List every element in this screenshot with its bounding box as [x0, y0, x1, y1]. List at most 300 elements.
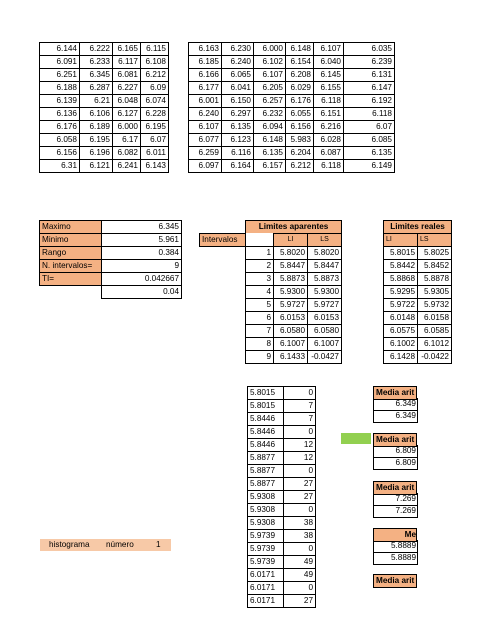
hist-x: 5.9739: [248, 556, 284, 569]
data-cell: 6.147: [344, 82, 395, 95]
real-ls: 6.0158: [418, 312, 452, 325]
gap-cell: [169, 121, 189, 134]
stat-label: Maximo: [40, 221, 102, 234]
interval-number: 3: [246, 273, 274, 286]
data-cell: 6.227: [113, 82, 141, 95]
media-title: Media arit: [373, 574, 417, 588]
data-row: [40, 134, 395, 147]
blank-cell: [376, 299, 384, 312]
media-title: Media arit: [373, 386, 417, 400]
data-cell: 6.121: [80, 160, 113, 173]
data-cell: 6.241: [113, 160, 141, 173]
hist-x: 5.8877: [248, 465, 284, 478]
data-cell: 6.108: [141, 56, 169, 69]
data-cell: 6.216: [314, 121, 344, 134]
data-cell: 6.148: [286, 43, 314, 56]
real-ls: 6.1012: [418, 338, 452, 351]
media-value: 7.269: [373, 493, 418, 506]
hist-row: [248, 582, 316, 595]
blank-cell: [200, 312, 246, 325]
apparent-ls: 5.8873: [308, 273, 342, 286]
hist-row: [248, 478, 316, 491]
blank-cell: [376, 312, 384, 325]
data-cell: 6.145: [314, 69, 344, 82]
data-cell: 6.259: [189, 147, 222, 160]
blank-cell: [342, 221, 376, 234]
limits-panel: [199, 208, 452, 364]
blank-cell: [200, 208, 246, 221]
hist-row: [248, 556, 316, 569]
media-title: Media arit: [373, 433, 417, 447]
apparent-ls: 6.0580: [308, 325, 342, 338]
blank-cell: [342, 260, 376, 273]
real-ls-header: LS: [418, 234, 452, 247]
blank-cell: [200, 273, 246, 286]
data-cell: 6.240: [189, 108, 222, 121]
data-cell: 6.166: [189, 69, 222, 82]
blank-cell: [342, 325, 376, 338]
hist-row: [248, 387, 316, 400]
apparent-li: 5.9727: [274, 299, 308, 312]
hist-row: [248, 569, 316, 582]
hist-y: 49: [284, 556, 316, 569]
blank-cell: [342, 312, 376, 325]
data-row: [40, 147, 395, 160]
histogram-table: [247, 386, 316, 608]
data-cell: 6.257: [254, 95, 286, 108]
blank-cell: [376, 273, 384, 286]
data-cell: 6.150: [222, 95, 254, 108]
data-cell: 6.118: [314, 160, 344, 173]
apparent-ls: 5.9727: [308, 299, 342, 312]
data-cell: 6.102: [254, 56, 286, 69]
data-cell: 6.176: [40, 121, 80, 134]
data-row: [40, 43, 395, 56]
real-li-header: LI: [384, 234, 418, 247]
apparent-ls: 5.8020: [308, 247, 342, 260]
stat-value: 5.961: [102, 234, 182, 247]
interval-number: 4: [246, 286, 274, 299]
data-cell: 6.240: [222, 56, 254, 69]
hist-row: [248, 452, 316, 465]
numero-label: número: [106, 540, 134, 549]
data-cell: 6.176: [286, 95, 314, 108]
limits-row: [200, 351, 452, 364]
data-cell: 6.297: [222, 108, 254, 121]
blank-cell: [342, 351, 376, 364]
real-ls: -0.0422: [418, 351, 452, 364]
data-cell: 6.21: [80, 95, 113, 108]
intervals-header: Intervalos: [200, 234, 246, 247]
stat-label: Rango: [40, 247, 102, 260]
apparent-limits-title: Limites aparentes: [246, 221, 342, 234]
blank-cell: [342, 273, 376, 286]
hist-row: [248, 595, 316, 608]
hist-y: 27: [284, 595, 316, 608]
interval-number: 8: [246, 338, 274, 351]
data-cell: 6.205: [254, 82, 286, 95]
hist-y: 7: [284, 413, 316, 426]
data-cell: 6.041: [222, 82, 254, 95]
media-value: 7.269: [373, 505, 418, 518]
hist-y: 0: [284, 543, 316, 556]
apparent-ls: 5.8447: [308, 260, 342, 273]
real-li: 6.1002: [384, 338, 418, 351]
data-cell: 6.135: [344, 147, 395, 160]
data-cell: 6.154: [286, 56, 314, 69]
media-title: Media arit: [373, 481, 417, 495]
data-cell: 6.155: [314, 82, 344, 95]
data-cell: 6.074: [141, 95, 169, 108]
interval-number: 1: [246, 247, 274, 260]
blank-cell: [308, 208, 342, 221]
blank-cell: [342, 286, 376, 299]
blank-cell: [200, 299, 246, 312]
data-cell: 6.077: [189, 134, 222, 147]
limits-row: [200, 273, 452, 286]
data-cell: 6.148: [254, 134, 286, 147]
real-ls: 5.8452: [418, 260, 452, 273]
real-li: 6.1428: [384, 351, 418, 364]
data-row: [40, 160, 395, 173]
data-cell: 6.151: [314, 108, 344, 121]
apparent-li: 5.8873: [274, 273, 308, 286]
data-row: [40, 95, 395, 108]
data-cell: 6.165: [113, 43, 141, 56]
limits-title-row: [200, 221, 452, 234]
data-cell: 6.188: [40, 82, 80, 95]
gap-cell: [169, 56, 189, 69]
data-cell: 6.081: [113, 69, 141, 82]
data-cell: 6.000: [113, 121, 141, 134]
real-limits-title: Limites reales: [384, 221, 452, 234]
data-cell: 6.07: [344, 121, 395, 134]
apparent-li: 5.8447: [274, 260, 308, 273]
hist-row: [248, 491, 316, 504]
hist-row: [248, 517, 316, 530]
blank-cell: [376, 221, 384, 234]
limits-header-row: [200, 234, 452, 247]
limits-row: [200, 325, 452, 338]
histogram-data: [247, 386, 316, 608]
blank-cell: [418, 208, 452, 221]
data-cell: 6.040: [314, 56, 344, 69]
numero-value: 1: [156, 540, 161, 549]
data-cell: 6.117: [113, 56, 141, 69]
data-cell: 6.082: [113, 147, 141, 160]
hist-row: [248, 465, 316, 478]
blank-cell: [376, 234, 384, 247]
real-li: 5.9295: [384, 286, 418, 299]
apparent-li: 6.0580: [274, 325, 308, 338]
limits-row: [200, 338, 452, 351]
gap-cell: [169, 43, 189, 56]
blank-cell: [200, 351, 246, 364]
real-li: 5.8015: [384, 247, 418, 260]
real-ls: 5.8878: [418, 273, 452, 286]
real-ls: 5.8025: [418, 247, 452, 260]
data-cell: 6.058: [40, 134, 80, 147]
stats-panel: [39, 220, 182, 299]
limits-row: [200, 247, 452, 260]
real-li: 6.0575: [384, 325, 418, 338]
interval-number: 6: [246, 312, 274, 325]
stat-value: 6.345: [102, 221, 182, 234]
data-cell: 6.116: [222, 147, 254, 160]
data-cell: 6.177: [189, 82, 222, 95]
data-cell: 6.204: [286, 147, 314, 160]
data-cell: 6.07: [141, 134, 169, 147]
media-value: 5.8889: [373, 540, 418, 553]
data-cell: 6.232: [254, 108, 286, 121]
hist-x: 6.0171: [248, 582, 284, 595]
data-cell: 6.228: [141, 108, 169, 121]
ls-header: LS: [308, 234, 342, 247]
hist-y: 7: [284, 400, 316, 413]
media-title: Me: [373, 528, 417, 542]
stat-label: TI=: [40, 273, 102, 286]
data-cell: 6.107: [189, 121, 222, 134]
hist-x: 5.8877: [248, 478, 284, 491]
hist-x: 5.9308: [248, 517, 284, 530]
blank-cell: [200, 260, 246, 273]
hist-row: [248, 530, 316, 543]
hist-y: 27: [284, 478, 316, 491]
gap-cell: [169, 69, 189, 82]
data-cell: 6.131: [344, 69, 395, 82]
hist-x: 5.9739: [248, 543, 284, 556]
limits-row: [200, 260, 452, 273]
data-cell: 6.156: [286, 121, 314, 134]
data-cell: 6.239: [344, 56, 395, 69]
hist-y: 12: [284, 452, 316, 465]
data-cell: 6.208: [286, 69, 314, 82]
data-cell: 6.195: [141, 121, 169, 134]
hist-row: [248, 543, 316, 556]
stat-row: [40, 234, 182, 247]
limits-spacer-row: [200, 208, 452, 221]
data-cell: 6.185: [189, 56, 222, 69]
blank-cell: [342, 234, 376, 247]
blank-cell: [376, 260, 384, 273]
gap-cell: [169, 95, 189, 108]
stat-row: [40, 286, 182, 299]
data-cell: 6.065: [222, 69, 254, 82]
blank-cell: [376, 247, 384, 260]
data-cell: 6.157: [254, 160, 286, 173]
apparent-li: 5.8020: [274, 247, 308, 260]
data-cell: 6.107: [254, 69, 286, 82]
data-cell: 6.212: [141, 69, 169, 82]
media-value: 6.809: [373, 445, 418, 458]
limits-table: [199, 208, 452, 364]
apparent-ls: 6.0153: [308, 312, 342, 325]
blank-cell: [342, 208, 376, 221]
data-cell: 6.107: [314, 43, 344, 56]
blank-cell: [376, 208, 384, 221]
data-cell: 6.135: [222, 121, 254, 134]
blank-cell: [342, 247, 376, 260]
data-cell: 6.097: [189, 160, 222, 173]
media-value: 6.809: [373, 457, 418, 470]
stat-value: 0.042667: [102, 273, 182, 286]
real-ls: 5.9305: [418, 286, 452, 299]
blank-cell: [342, 299, 376, 312]
data-cell: 6.035: [344, 43, 395, 56]
hist-x: 6.0171: [248, 595, 284, 608]
data-cell: 6.011: [141, 147, 169, 160]
hist-y: 0: [284, 387, 316, 400]
blank-cell: [246, 208, 274, 221]
data-cell: 6.192: [344, 95, 395, 108]
blank-cell: [342, 338, 376, 351]
interval-number: 2: [246, 260, 274, 273]
data-cell: 6.17: [113, 134, 141, 147]
blank-cell: [200, 247, 246, 260]
hist-x: 5.9308: [248, 504, 284, 517]
data-cell: 6.106: [80, 108, 113, 121]
data-cell: 6.118: [344, 108, 395, 121]
limits-row: [200, 299, 452, 312]
blank-cell: [376, 286, 384, 299]
hist-row: [248, 504, 316, 517]
hist-row: [248, 413, 316, 426]
histogram-bar: [40, 539, 171, 551]
real-li: 6.0148: [384, 312, 418, 325]
stat-value: 9: [102, 260, 182, 273]
stat-row: [40, 260, 182, 273]
data-cell: 6.028: [314, 134, 344, 147]
data-cell: 6.251: [40, 69, 80, 82]
data-cell: 6.048: [113, 95, 141, 108]
hist-x: 5.8446: [248, 439, 284, 452]
hist-y: 0: [284, 465, 316, 478]
data-row: [40, 69, 395, 82]
data-cell: 6.091: [40, 56, 80, 69]
histograma-label: histograma: [49, 540, 90, 549]
data-cell: 6.115: [141, 43, 169, 56]
data-cell: 6.135: [254, 147, 286, 160]
top-data-grid: [39, 42, 395, 173]
gap-cell: [169, 82, 189, 95]
data-cell: 6.087: [314, 147, 344, 160]
stats-table: [39, 220, 182, 299]
hist-x: 5.8446: [248, 426, 284, 439]
blank-cell: [200, 286, 246, 299]
blank-cell: [376, 351, 384, 364]
data-cell: 6.001: [189, 95, 222, 108]
real-li: 5.9722: [384, 299, 418, 312]
hist-x: 5.8015: [248, 387, 284, 400]
data-cell: 6.118: [314, 95, 344, 108]
data-cell: 6.143: [141, 160, 169, 173]
blank-cell: [376, 338, 384, 351]
hist-y: 0: [284, 582, 316, 595]
gap-cell: [169, 134, 189, 147]
data-cell: 6.000: [254, 43, 286, 56]
data-cell: 6.164: [222, 160, 254, 173]
interval-number: 7: [246, 325, 274, 338]
hist-row: [248, 439, 316, 452]
data-cell: 6.055: [286, 108, 314, 121]
data-cell: 6.212: [286, 160, 314, 173]
green-marker: [341, 433, 371, 444]
data-cell: 6.09: [141, 82, 169, 95]
blank-cell: [376, 325, 384, 338]
data-cell: 6.123: [222, 134, 254, 147]
real-li: 5.8868: [384, 273, 418, 286]
data-row: [40, 121, 395, 134]
gap-cell: [169, 147, 189, 160]
hist-y: 38: [284, 517, 316, 530]
apparent-ls: 6.1007: [308, 338, 342, 351]
apparent-ls: -0.0427: [308, 351, 342, 364]
data-row: [40, 56, 395, 69]
data-cell: 5.983: [286, 134, 314, 147]
limits-row: [200, 312, 452, 325]
hist-y: 0: [284, 426, 316, 439]
blank-cell: [200, 325, 246, 338]
stat-row: [40, 273, 182, 286]
media-value: 6.349: [373, 398, 418, 411]
li-header: LI: [274, 234, 308, 247]
hist-y: 0: [284, 504, 316, 517]
blank-cell: [246, 234, 274, 247]
media-value: 5.8889: [373, 552, 418, 565]
data-cell: 6.189: [80, 121, 113, 134]
data-cell: 6.156: [40, 147, 80, 160]
data-cell: 6.085: [344, 134, 395, 147]
apparent-li: 6.0153: [274, 312, 308, 325]
data-cell: 6.345: [80, 69, 113, 82]
stat-value: 0.04: [102, 286, 182, 299]
hist-x: 5.9308: [248, 491, 284, 504]
data-row: [40, 108, 395, 121]
interval-number: 5: [246, 299, 274, 312]
real-ls: 6.0585: [418, 325, 452, 338]
top-data-table: [39, 42, 395, 173]
hist-x: 5.9739: [248, 530, 284, 543]
gap-cell: [169, 108, 189, 121]
hist-y: 38: [284, 530, 316, 543]
blank-cell: [274, 208, 308, 221]
data-cell: 6.287: [80, 82, 113, 95]
hist-row: [248, 426, 316, 439]
media-value: 6.349: [373, 410, 418, 423]
data-cell: 6.149: [344, 160, 395, 173]
stat-value: 0.384: [102, 247, 182, 260]
data-cell: 6.222: [80, 43, 113, 56]
data-row: [40, 82, 395, 95]
data-cell: 6.127: [113, 108, 141, 121]
hist-y: 27: [284, 491, 316, 504]
real-li: 5.8442: [384, 260, 418, 273]
stat-label: N. intervalos=: [40, 260, 102, 273]
apparent-li: 6.1007: [274, 338, 308, 351]
hist-x: 5.8446: [248, 413, 284, 426]
hist-x: 6.0171: [248, 569, 284, 582]
blank-cell: [384, 208, 418, 221]
limits-row: [200, 286, 452, 299]
stat-label: Minimo: [40, 234, 102, 247]
real-ls: 5.9732: [418, 299, 452, 312]
hist-x: 5.8015: [248, 400, 284, 413]
data-cell: 6.230: [222, 43, 254, 56]
apparent-ls: 5.9300: [308, 286, 342, 299]
data-cell: 6.094: [254, 121, 286, 134]
data-cell: 6.144: [40, 43, 80, 56]
data-cell: 6.163: [189, 43, 222, 56]
